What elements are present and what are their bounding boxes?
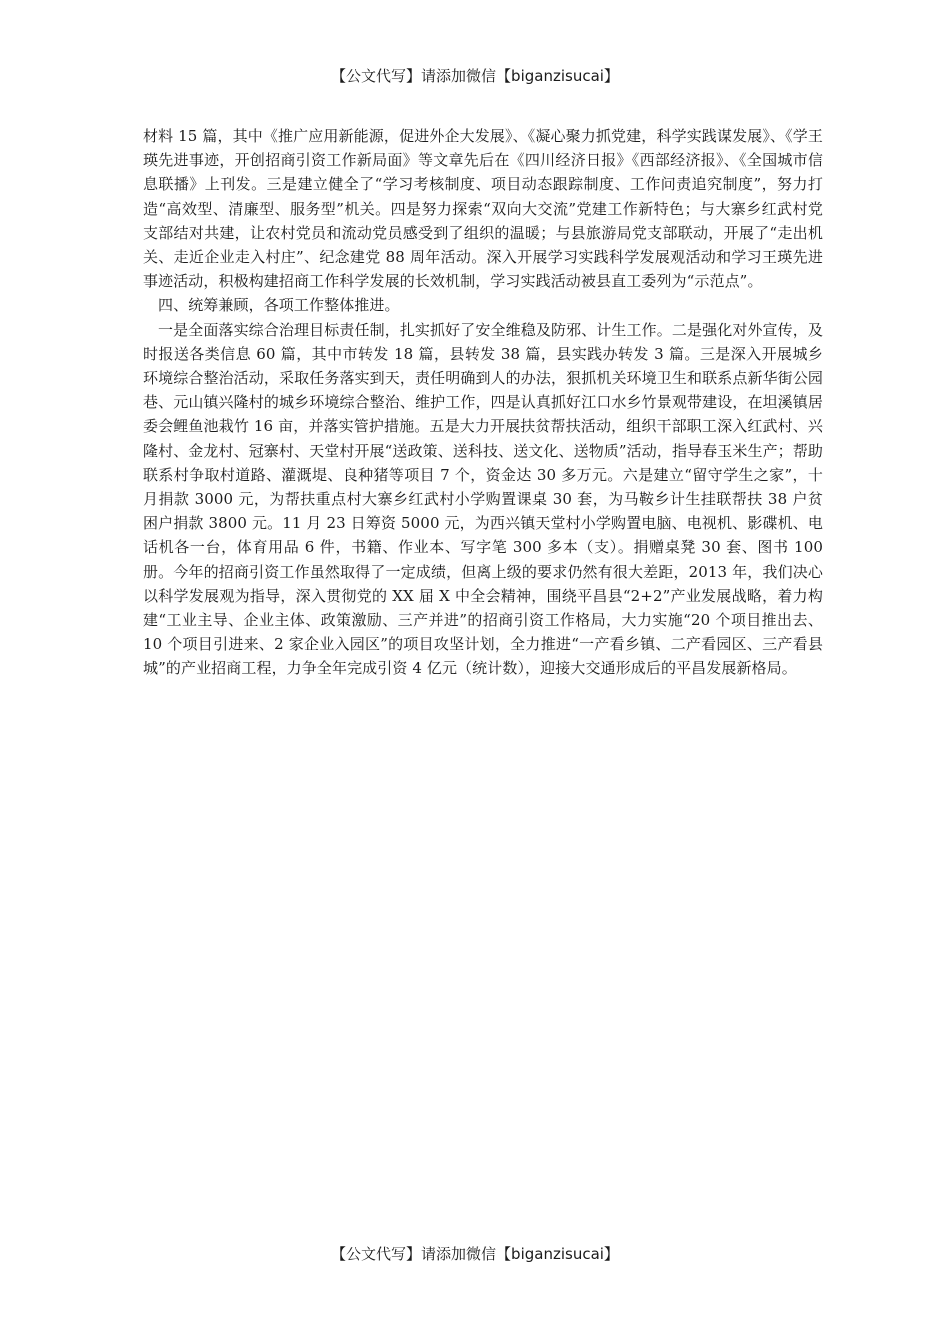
document-body <box>143 124 823 681</box>
page-footer: 【公文代写】请添加微信【biganzisucai】 <box>331 1245 619 1263</box>
body-paragraph: 材料 15 篇，其中《推广应用新能源，促进外企大发展》、《凝心聚力抓党建，科学实践谋发展》、《学王瑛先进事迹，开创招商引资工作新局面》等文章先后在《四川经济日报》《西部经济报》、《全国城市信息联播》上刊发。三是建立健全了“学习考核制度、项目动态跟踪制度、工作问责追究制度”，努力打造“高效型、清廉型、服务型”机关。四是努力探索“双向大交流”党建工作新特色；与大寨乡红武村党支部结对共建，让农村党员和流动党员感受到了组织的温暖；与县旅游局党支部联动，开展了“走出机关、走近企业走入村庄”、纪念建党 88 周年活动。深入开展学习实践科学发展观活动和学习王瑛先进事迹活动，积极构建招商工作科学发展的长效机制，学习实践活动被县直工委列为“示范点”。 <box>143 127 823 291</box>
body-paragraph: 一是全面落实综合治理目标责任制，扎实抓好了安全维稳及防邪、计生工作。二是强化对外宣传，及时报送各类信息 60 篇，其中市转发 18 篇，县转发 38 篇，县实践办转发 3 篇。三是深入开展城乡环境综合整治活动，采取任务落实到天，责任明确到人的办法，狠抓机关环境卫生和联系点新华街公园巷、元山镇兴隆村的城乡环境综合整治、维护工作，四是认真抓好江口水乡竹景观带建设，在坦溪镇居委会鲤鱼池栽竹 16 亩，并落实管护措施。五是大力开展扶贫帮扶活动，组织干部职工深入红武村、兴隆村、金龙村、冠寨村、天堂村开展“送政策、送科技、送文化、送物质”活动，指导春玉米生产；帮助联系村争取村道路、灌溉堤、良种猪等项目 7 个，资金达 30 多万元。六是建立“留守学生之家”，十月捐款 3000 元，为帮扶重点村大寨乡红武村小学购置课桌 30 套，为马鞍乡计生挂联帮扶 38 户贫困户捐款 3800 元。11 月 23 日筹资 5000 元，为西兴镇天堂村小学购置电脑、电视机、影碟机、电话机各一台，体育用品 6 件，书籍、作业本、写字笔 300 多本（支）。捐赠桌凳 30 套、图书 100 册。今年的招商引资工作虽然取得了一定成绩，但离上级的要求仍然有很大差距，2013 年，我们决心以科学发展观为指导，深入贯彻党的 XX 届 X 中全会精神，围绕平昌县“2+2”产业发展战略，着力构建“工业主导、企业主体、政策激励、三产并进”的招商引资工作格局，大力实施“20 个项目推出去、10 个项目引进来、2 家企业入园区”的项目攻坚计划，全力推进“一产看乡镇、二产看园区、三产看县城”的产业招商工程，力争全年完成引资 4 亿元（统计数），迎接大交通形成后的平昌发展新格局。 <box>143 320 823 678</box>
page-header: 【公文代写】请添加微信【biganzisucai】 <box>331 67 619 85</box>
section-heading: 四、统筹兼顾，各项工作整体推进。 <box>158 296 400 315</box>
